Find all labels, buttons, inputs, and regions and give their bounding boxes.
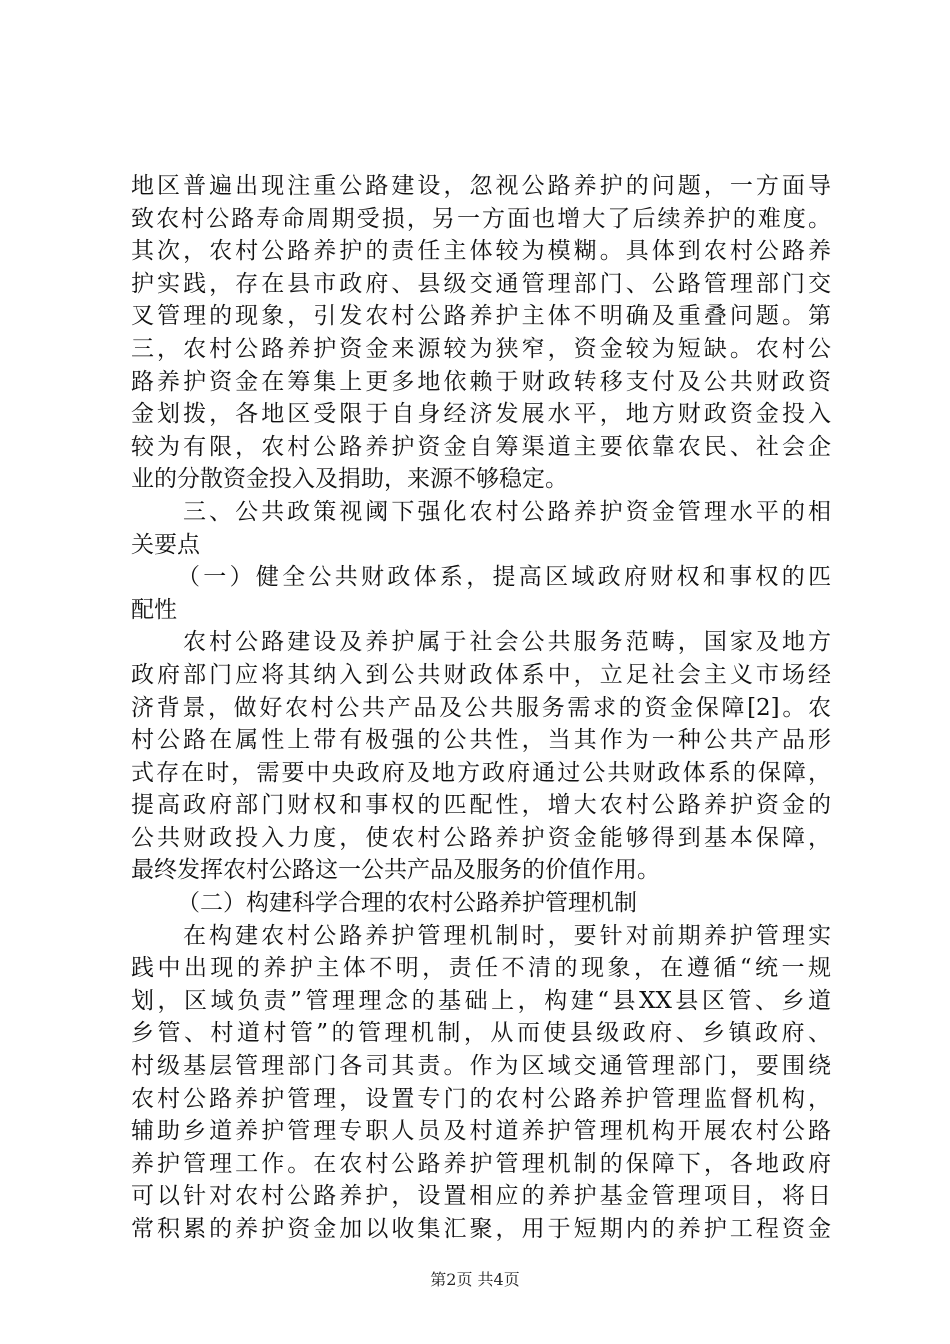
text-line: 式存在时，需要中央政府及地方政府通过公共财政体系的保障， — [131, 759, 831, 786]
text-line: 提高政府部门财权和事权的匹配性，增大农村公路养护资金的 — [131, 792, 831, 819]
text-line: 业的分散资金投入及捐助，来源不够稳定。 — [131, 466, 568, 493]
text-line: 村公路在属性上带有极强的公共性，当其作为一种公共产品形 — [131, 727, 831, 754]
text-line: 农村公路建设及养护属于社会公共服务范畴，国家及地方 — [183, 629, 831, 656]
text-line: 路养护资金在筹集上更多地依赖于财政转移支付及公共财政资 — [131, 368, 831, 395]
text-line: （二）构建科学合理的农村公路养护管理机制 — [177, 890, 637, 917]
text-line: 践中出现的养护主体不明，责任不清的现象，在遵循“统一规 — [131, 955, 831, 982]
text-line: 乡管、村道村管”的管理机制，从而使县级政府、乡镇政府、 — [131, 1020, 831, 1047]
text-line: 致农村公路寿命周期受损，另一方面也增大了后续养护的难度。 — [131, 205, 831, 232]
text-line: 关要点 — [131, 531, 200, 558]
document-body — [131, 170, 831, 1246]
text-line: 公共财政投入力度，使农村公路养护资金能够得到基本保障， — [131, 824, 831, 851]
text-line: 三，农村公路养护资金来源较为狭窄，资金较为短缺。农村公 — [131, 335, 831, 362]
text-line: 最终发挥农村公路这一公共产品及服务的价值作用。 — [131, 857, 660, 884]
text-line: 养护管理工作。在农村公路养护管理机制的保障下，各地政府 — [131, 1150, 831, 1177]
text-line: 农村公路养护管理，设置专门的农村公路养护管理监督机构， — [131, 1085, 831, 1112]
text-line: 较为有限，农村公路养护资金自筹渠道主要依靠农民、社会企 — [131, 433, 831, 460]
text-line: 护实践，存在县市政府、县级交通管理部门、公路管理部门交 — [131, 270, 831, 297]
text-line: 叉管理的现象，引发农村公路养护主体不明确及重叠问题。第 — [131, 303, 831, 330]
text-line: 辅助乡道养护管理专职人员及村道养护管理机构开展农村公路 — [131, 1118, 831, 1145]
text-line: 金划拨，各地区受限于自身经济发展水平，地方财政资金投入 — [131, 401, 831, 428]
text-line: 可以针对农村公路养护，设置相应的养护基金管理项目，将日 — [131, 1183, 831, 1210]
text-line: 在构建农村公路养护管理机制时，要针对前期养护管理实 — [183, 922, 831, 949]
text-line: 常积累的养护资金加以收集汇聚，用于短期内的养护工程资金 — [131, 1216, 831, 1242]
text-line: 配性 — [131, 596, 177, 623]
text-line: 地区普遍出现注重公路建设，忽视公路养护的问题，一方面导 — [131, 173, 831, 199]
text-line: 济背景，做好农村公共产品及公共服务需求的资金保障[2]。农 — [131, 694, 831, 721]
text-line: 政府部门应将其纳入到公共财政体系中，立足社会主义市场经 — [131, 661, 831, 688]
text-line: （一）健全公共财政体系，提高区域政府财权和事权的匹 — [177, 564, 831, 591]
text-line: 其次，农村公路养护的责任主体较为模糊。具体到农村公路养 — [131, 238, 831, 265]
page-footer: 第2页 共4页 — [430, 1270, 520, 1289]
text-line: 三、公共政策视阈下强化农村公路养护资金管理水平的相 — [183, 498, 831, 525]
text-line: 划，区域负责”管理理念的基础上，构建“县XX县区管、乡道 — [131, 987, 831, 1014]
text-line: 村级基层管理部门各司其责。作为区域交通管理部门，要围绕 — [131, 1053, 831, 1080]
